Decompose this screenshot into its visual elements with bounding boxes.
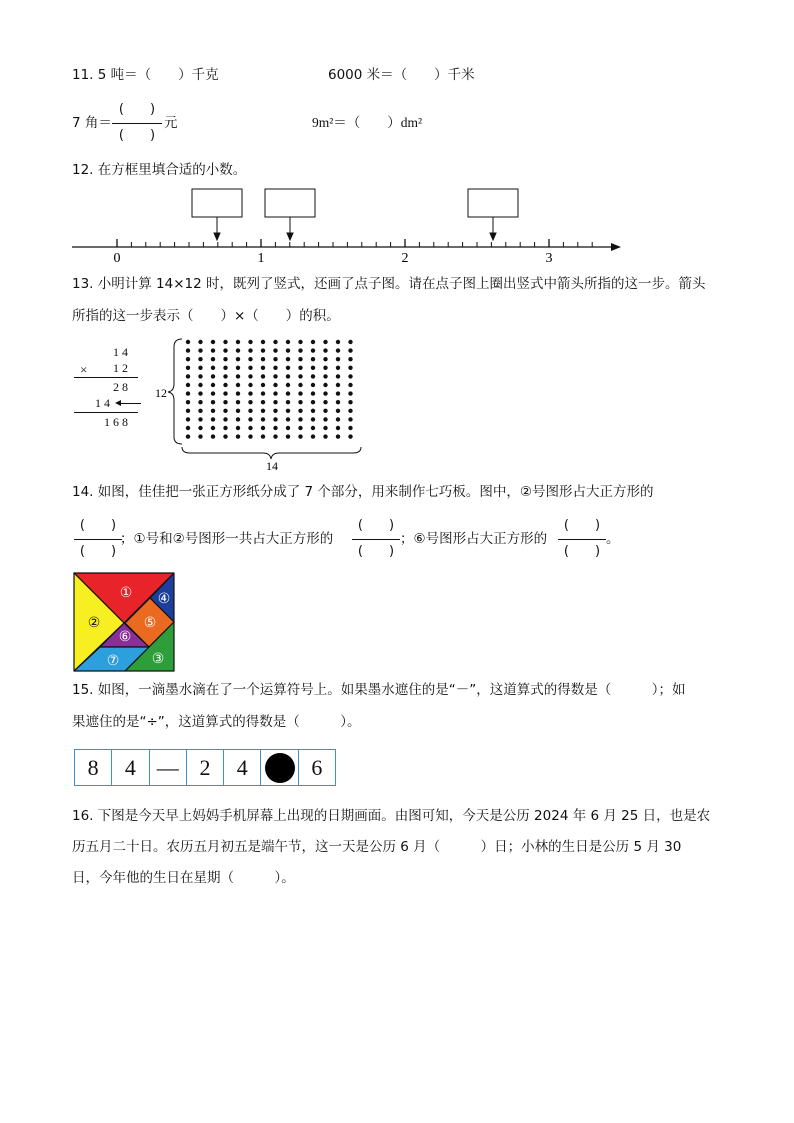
calc-row-4: 1 4: [95, 396, 110, 410]
ink-blot-icon: [265, 753, 295, 783]
cell-6: 6: [311, 754, 323, 780]
q15-line1: 15. 如图，一滴墨水滴在了一个运算符号上。如果墨水遮住的是“－”，这道算式的得数是（ ）；如: [72, 682, 686, 698]
q13-line2: 所指的这一步表示（ ）×（ ）的积。: [72, 308, 340, 324]
rows-label: 12: [155, 386, 167, 400]
fraction-numerator[interactable]: ( ): [563, 518, 601, 533]
fraction-denominator[interactable]: ( ): [563, 544, 601, 559]
q14-text-a: ；①号和②号图形一共占大正方形的: [120, 531, 334, 547]
q14-line1: 14. 如图，佳佳把一张正方形纸分成了 7 个部分，用来制作七巧板。图中，②号图形占大正方形的: [72, 484, 654, 500]
piece-label-2: ②: [87, 615, 101, 631]
q11-line1-left: 11. 5 吨＝（ ）千克: [72, 67, 219, 83]
q11-line2-right: 9m²＝（ ）dm²: [312, 115, 423, 130]
q12-text: 12. 在方框里填合适的小数。: [72, 162, 247, 178]
calc-row-2: 1 2: [113, 361, 128, 375]
q15-line2: 果遮住的是“÷”，这道算式的得数是（ ）。: [72, 714, 361, 730]
fraction-numerator[interactable]: ( ): [79, 518, 117, 533]
calc-sign: ×: [80, 362, 88, 377]
tick-label-0: 0: [113, 251, 121, 266]
calc-row-5: 1 6 8: [104, 415, 128, 429]
cell-8: 8: [75, 750, 112, 785]
q16-line3: 日，今年他的生日在星期（ ）。: [72, 870, 295, 886]
q14-text-c: 。: [606, 531, 620, 547]
fraction-denominator[interactable]: ( ): [79, 544, 117, 559]
tick-label-2: 2: [401, 251, 409, 266]
calc-row-1: 1 4: [113, 345, 128, 359]
q11-line2-left-suffix: 元: [164, 115, 178, 131]
q11-line1-right: 6000 米＝（ ）千米: [328, 67, 475, 83]
piece-label-3: ③: [151, 651, 165, 667]
cell-minus: —: [150, 750, 187, 785]
q16-line1: 16. 下图是今天早上妈妈手机屏幕上出现的日期画面。由图可知，今天是公历 2024 年 6 月 25 日，也是农: [72, 808, 711, 824]
piece-label-6: ⑥: [118, 629, 132, 645]
fraction-numerator[interactable]: ( ): [118, 102, 156, 117]
piece-label-4: ④: [157, 591, 171, 607]
q14-text-b: ；⑥号图形占大正方形的: [400, 531, 548, 547]
tick-label-1: 1: [257, 251, 265, 266]
q16-line2: 历五月二十日。农历五月初五是端午节，这一天是公历 6 月（ ）日；小林的生日是公历 5 月 30: [72, 839, 682, 855]
calc-row-3: 2 8: [113, 380, 128, 394]
q13-line1: 13. 小明计算 14×12 时，既列了竖式，还画了点子图。请在点子图上圈出竖式中箭头所指的这一步。箭头: [72, 276, 706, 292]
piece-label-5: ⑤: [143, 615, 157, 631]
cell-4b: 4: [224, 750, 261, 785]
fraction-denominator[interactable]: ( ): [357, 544, 395, 559]
fraction-denominator[interactable]: ( ): [118, 128, 156, 143]
cell-ink: [261, 750, 298, 785]
cell-2: 2: [187, 750, 224, 785]
expression-strip: [74, 749, 336, 786]
piece-label-7: ⑦: [106, 653, 120, 669]
piece-label-1: ①: [119, 585, 133, 601]
cols-label: 14: [266, 459, 278, 473]
cell-4: 4: [112, 750, 149, 785]
tick-label-3: 3: [545, 251, 553, 266]
fraction-numerator[interactable]: ( ): [357, 518, 395, 533]
q11-line2-left-prefix: 7 角＝: [72, 115, 112, 131]
